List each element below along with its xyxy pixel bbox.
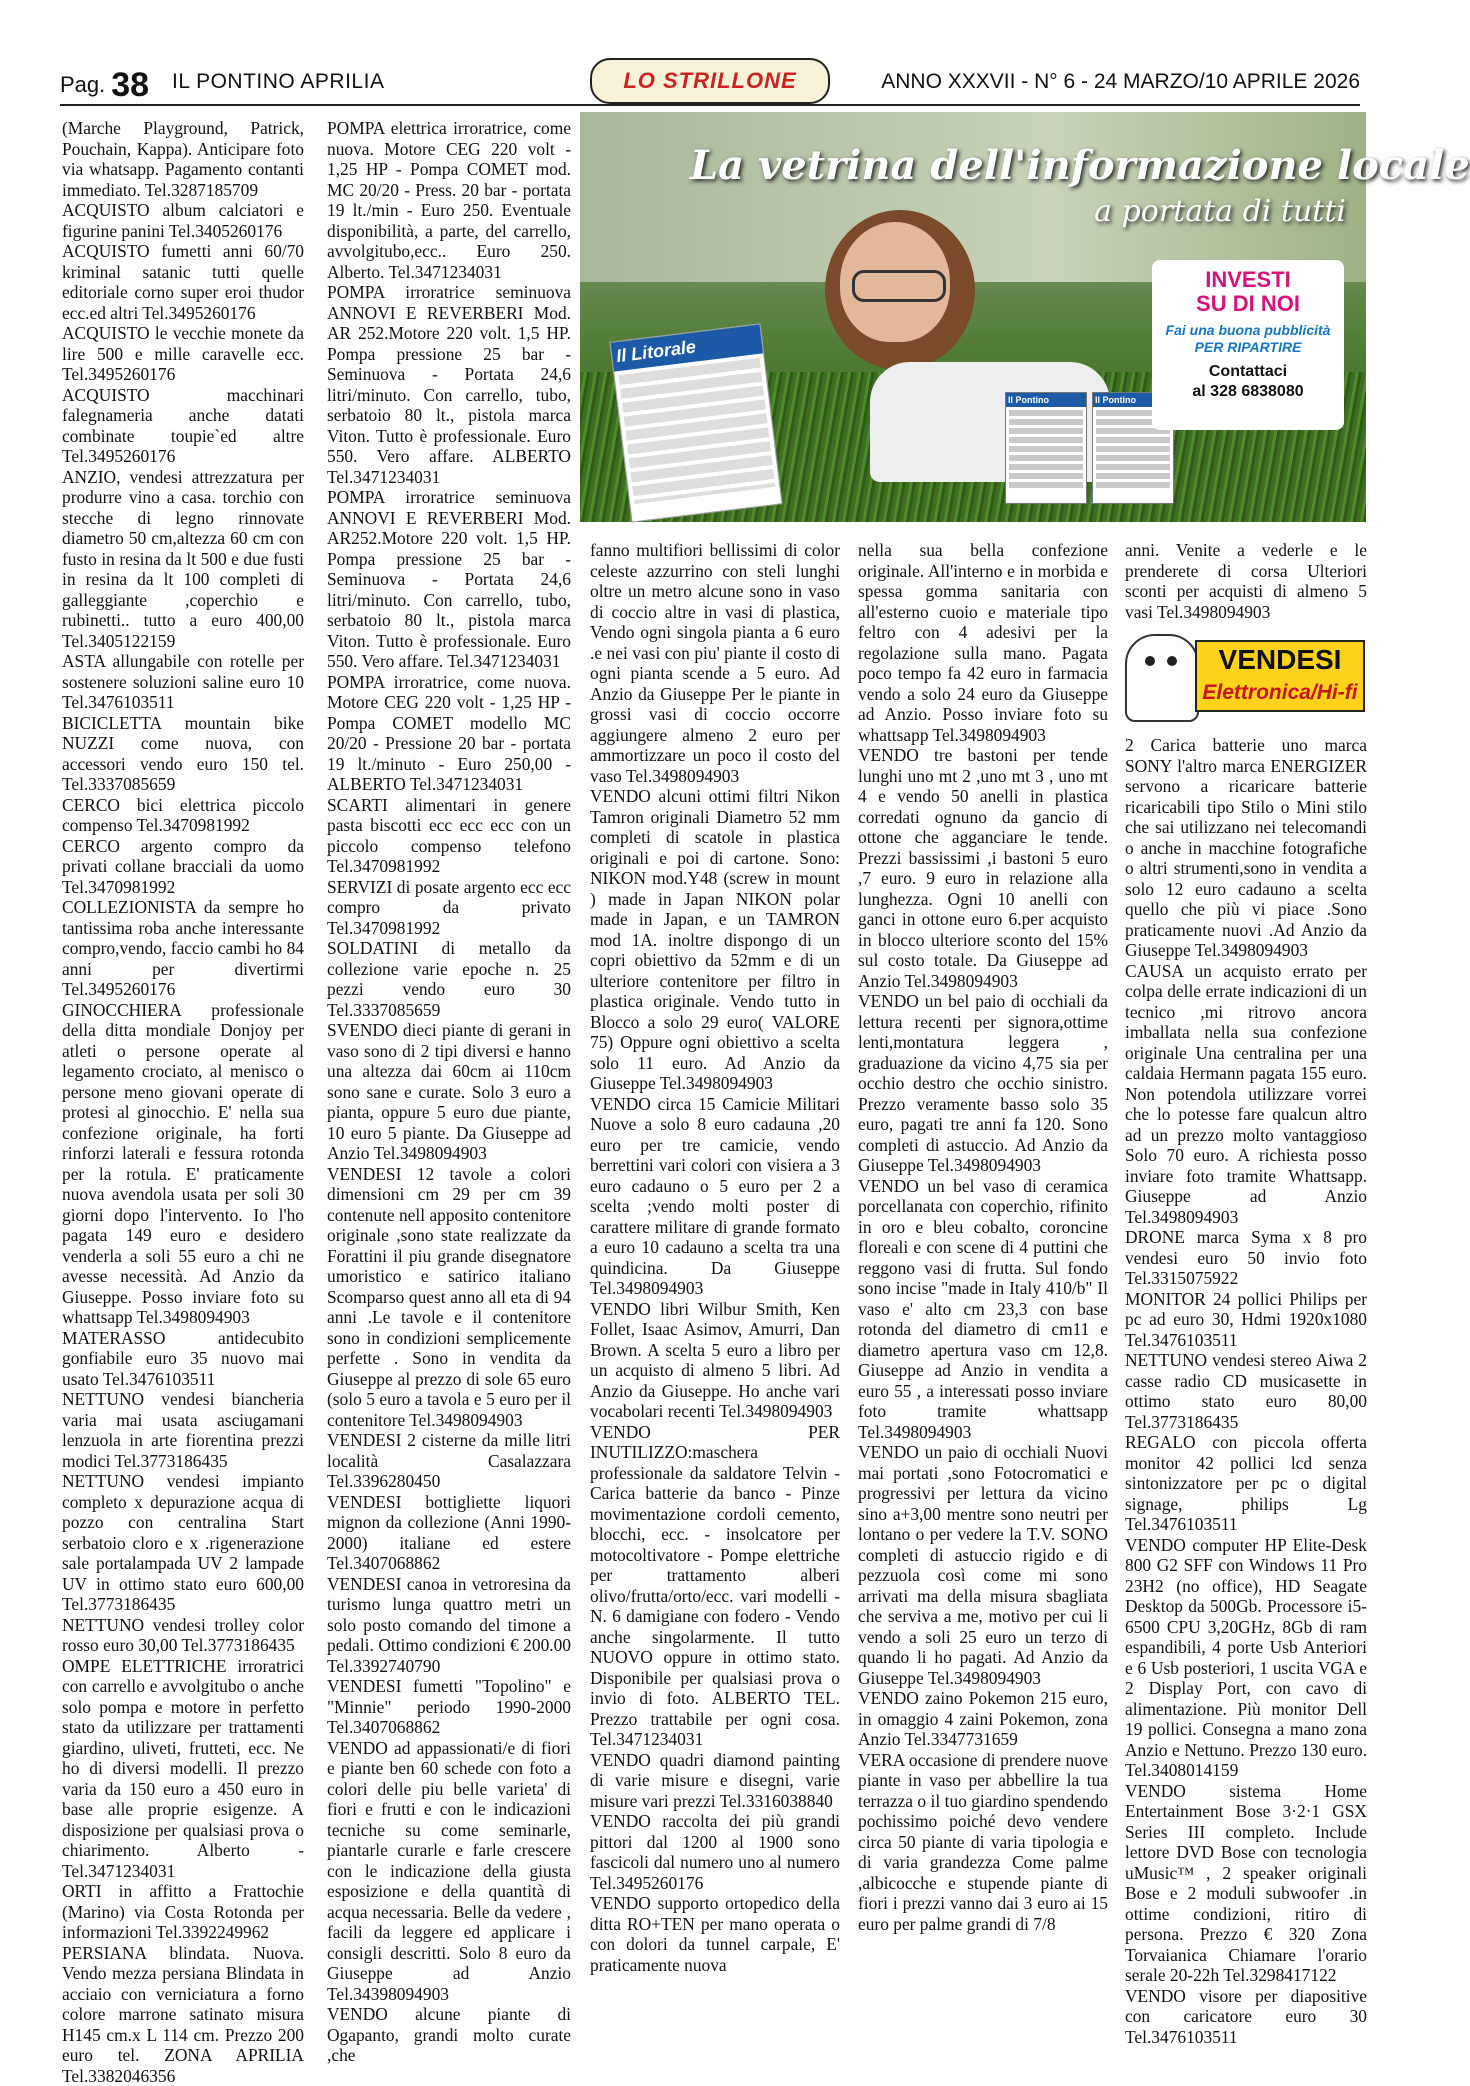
ad-title-line2: a portata di tutti xyxy=(1094,194,1346,229)
mini-cover-title: Il Pontino xyxy=(1093,393,1173,407)
column-4 xyxy=(858,540,1108,1934)
classified-ad: VENDO tre bastoni per tende lunghi uno mt 2 ,uno mt 3 , uno mt 4 e vendo 50 anelli in plastica corredati ognuno da gancio di ottone che agganciare le tende. Prezzi bassissimi ,i bastoni 5 euro ,7 euro. 9 euro in relazione alla lunghezza. Ogni 10 anelli con ganci in ottone euro 6.per acquisto in blocco ulteriore sconto del 15% sul costo totale. Da Giuseppe ad Anzio Tel.3498094903 xyxy=(858,745,1108,991)
issue-info: ANNO XXXVII - N° 6 - 24 MARZO/10 APRILE 2026 xyxy=(881,70,1360,94)
ad-tagline xyxy=(1152,322,1344,356)
classified-ad: VERA occasione di prendere nuove piante in vaso per abbellire la tua terrazza o il tuo giardino spendendo pochissimo poiché devo vendere circa 50 piante di varia tipologia e di varia grandezza Come palme ,albicocche e stupende piante di fiori i prezzi vanno dai 3 euro ai 15 euro per palme grandi di 7/8 xyxy=(858,1750,1108,1935)
classified-ad: 2 Carica batterie uno marca SONY l'altro marca ENERGIZER servono a ricaricare batterie ricaricabili tipo Stilo o Mini stilo che sai utilizzano nei telecomandi o anche in macchine fotografiche o altri strumenti,sono in vendita a solo 12 euro cadauno a scelta quello che più vi piace .Sono praticamente nuovi .Ad Anzio da Giuseppe Tel.3498094903 xyxy=(1125,735,1367,961)
magazine-cover xyxy=(609,323,782,522)
paper-name: IL PONTINO APRILIA xyxy=(172,70,384,94)
glasses-icon xyxy=(852,270,946,302)
classified-ad: POMPA irroratrice seminuova ANNOVI E REVERBERI Mod. AR 252.Motore 220 volt. 1,5 HP. Pompa pressione 25 bar - Seminuova - Portata 24,6 litri/minuto. Con carrello, tubo, serbatoio 80 lt., pistola marca Viton. Tutto è professionale. Euro 550. Vero affare. ALBERTO Tel.3471234031 xyxy=(327,282,571,487)
magazine-title: Il Litorale xyxy=(611,325,763,372)
ad-box-line6: al 328 6838080 xyxy=(1192,383,1303,400)
vendesi-elettronica-badge xyxy=(1125,630,1361,722)
classified-ad: NETTUNO vendesi impianto completo x depurazione acqua di pozzo con centralina Start serbatoio cloro e x .rigenerazione sale portalampada UV 2 lampade UV in ottimo stato euro 600,00 Tel.3773186435 xyxy=(62,1471,304,1615)
ad-box-line5: Contattaci xyxy=(1209,363,1287,380)
classified-ad: MATERASSO antidecubito gonfiabile euro 35 nuovo mai usato Tel.3476103511 xyxy=(62,1328,304,1390)
mascot-eye xyxy=(1145,656,1155,666)
classified-ad: fanno multifiori bellissimi di color celeste azzurrino con steli lunghi oltre un metro alcune sono in vaso di coccio altre in vasi di plastica, Vendo ogni singola pianta a 6 euro .e nei vasi con piu' piante il costo di ogni pianta scende a 5 euro. Ad Anzio da Giuseppe Per le piante in grossi vasi di coccio occorre aggiungere almeno 2 euro per ammortizzare un poco il costo del vaso Tel.3498094903 xyxy=(590,540,840,786)
classified-ad: VENDO un paio di occhiali Nuovi mai portati ,sono Fotocromatici e progressivi per lettura da vicino sino a+3,00 mentre sono neutri per lontano o per vedere la T.V. SONO completi di astuccio rigido e di pezzuola così come mi sono arrivati ma della misura sbagliata che serviva a me, motivo per cui li vendo a soli 25 euro un terzo di quando li ho pagati. Ad Anzio da Giuseppe Tel.3498094903 xyxy=(858,1442,1108,1688)
column-5 xyxy=(1125,735,1367,2047)
ad-box-line4: PER RIPARTIRE xyxy=(1195,339,1302,355)
ad-contact-box xyxy=(1152,260,1344,430)
classified-ad: VENDO un bel vaso di ceramica porcellanata con coperchio, rifinito in oro e bleu cobalto, coroncine floreali e con scene di 4 puttini che reggono vasi di frutta. Sul fondo sono incise "made in Italy 410/b" Il vaso e' alto cm 23,3 con base rotonda del diametro di cm11 e diametro apertura vaso cm 12,8. Giuseppe ad Anzio in vendita a euro 55 , a interessati posso inviare foto tramite whattsapp Tel.3498094903 xyxy=(858,1176,1108,1443)
classified-ad: ORTI in affitto a Frattochie (Marino) via Costa Rotonda per informazioni Tel.3392249962 xyxy=(62,1881,304,1943)
classified-ad: VENDESI 12 tavole a colori dimensioni cm 29 per cm 39 contenute nell apposito contenitore originale ,sono state realizzate da Forattini il piu grande disegnatore umoristico e satirico italiano Scomparso quest anno all eta di 94 anni .Le tavole e il contenitore sono in condizioni semplicemente perfette . Sono in vendita da Giuseppe al prezzo di sole 65 euro (solo 5 euro a tavola e 5 euro per il contenitore Tel.3498094903 xyxy=(327,1164,571,1431)
classified-ad: CERCO bici elettrica piccolo compenso Tel.3470981992 xyxy=(62,795,304,836)
mini-cover-1 xyxy=(1005,392,1087,504)
badge-category: Elettronica/Hi-fi xyxy=(1195,676,1365,712)
header-divider xyxy=(60,104,1360,106)
classified-ad: NETTUNO vendesi trolley color rosso euro 30,00 Tel.3773186435 xyxy=(62,1615,304,1656)
page-number: 38 xyxy=(111,66,149,104)
classified-ad: VENDO raccolta dei più grandi pittori dal 1200 al 1900 sono fascicoli dal numero uno al numero Tel.3495260176 xyxy=(590,1811,840,1893)
classified-ad: (Marche Playground, Patrick, Pouchain, Kappa). Anticipare foto via whatsapp. Pagamento contanti immediato. Tel.3287185709 xyxy=(62,118,304,200)
classified-ad: MONITOR 24 pollici Philips per pc ad euro 30, Hdmi 1920x1080 Tel.3476103511 xyxy=(1125,1289,1367,1351)
classified-ad: POMPA irroratrice seminuova ANNOVI E REVERBERI Mod. AR252.Motore 220 volt. 1,5 HP. Pompa pressione 25 bar - Seminuova - Portata 24,6 litri/minuto. Con carrello, tubo, serbatoio 80 lt., pistola marca Viton. Tutto è professionale. Euro 550. Vero affare. Tel.3471234031 xyxy=(327,487,571,672)
mascot-eye xyxy=(1167,656,1177,666)
mascot-icon xyxy=(1125,634,1199,722)
classified-ad: ACQUISTO fumetti anni 60/70 kriminal satanic tutti quelle editoriale corno super eroi thudor ecc.ed altri Tel.3495260176 xyxy=(62,241,304,323)
classified-ad: DRONE marca Syma x 8 pro vendesi euro 50 invio foto Tel.3315075922 xyxy=(1125,1227,1367,1289)
page-header xyxy=(60,62,1360,96)
classified-ad: CERCO argento compro da privati collane bracciali da uomo Tel.3470981992 xyxy=(62,836,304,898)
classified-ad: VENDESI 2 cisterne da mille litri località Casalazzara Tel.3396280450 xyxy=(327,1430,571,1492)
classified-ad: VENDO circa 15 Camicie Militari Nuove a solo 8 euro cadauna ,20 euro per tre camicie, vendo berrettini vari colori con visiera a 3 euro cadauno o 5 euro per 2 a scelta ;vendo molti poster di carattere militare di grande formato a euro 10 cadauno a scelta tra una quindicina. Da Giuseppe Tel.3498094903 xyxy=(590,1094,840,1299)
column-2 xyxy=(327,118,571,2066)
classified-ad: nella sua bella confezione originale. All'interno e in morbida e spessa gomma sanitaria con all'esterno cuoio e materiale tipo feltro con 4 adesivi per la regolazione sulla mano. Pagata poco tempo fa 42 euro in farmacia vendo a solo 24 euro da Giuseppe ad Anzio. Posso inviare foto su whattsapp Tel.3498094903 xyxy=(858,540,1108,745)
classified-ad: VENDESI canoa in vetroresina da turismo lunga quattro metri un solo posto comando del timone a pedali. Ottimo condizioni € 200.00 Tel.3392740790 xyxy=(327,1574,571,1677)
classified-ad: REGALO con piccola offerta monitor 42 pollici lcd senza sintonizzatore per pc o digital signage, philips Lg Tel.3476103511 xyxy=(1125,1432,1367,1535)
classified-ad: VENDO computer HP Elite-Desk 800 G2 SFF con Windows 11 Pro 23H2 (no office), HD Seagate Desktop da 500Gb. Processore i5-6500 CPU 3,20GHz, 8Gb di ram espandibili, 4 porte Usb Anteriori e 6 Usb posteriori, 1 uscita VGA e 2 Display Port, con cavo di alimentazione. Più monitor Dell 19 pollici. Consegna a mano zona Anzio e Nettuno. Prezzo 130 euro. Tel.3408014159 xyxy=(1125,1535,1367,1781)
classified-ad: VENDESI bottigliette liquori mignon da collezione (Anni 1990-2000) italiane ed estere Tel.3407068862 xyxy=(327,1492,571,1574)
badge-vendesi: VENDESI xyxy=(1195,640,1365,680)
ad-box-line1: INVESTI xyxy=(1205,267,1291,292)
classified-ad: SCARTI alimentari in genere pasta biscotti ecc ecc ecc con un piccolo compenso telefono Tel.3470981992 xyxy=(327,795,571,877)
page-label xyxy=(60,62,155,101)
classified-ad: CAUSA un acquisto errato per colpa delle errate indicazioni di un tecnico ,mi ritrovo ancora imballata nella sua confezione originale Una centralina per una caldaia Hermann pagata 155 euro. Non potendola utilizzare vorrei che lo potesse fare qualcun altro ad un prezzo molto vantaggioso Solo 70 euro. A richiesta posso inviare foto tramite Whattsapp. Giuseppe ad Anzio Tel.3498094903 xyxy=(1125,961,1367,1228)
classified-ad: ASTA allungabile con rotelle per sostenere soluzioni saline euro 10 Tel.3476103511 xyxy=(62,651,304,713)
classified-ad: PERSIANA blindata. Nuova. Vendo mezza persiana Blindata in acciaio con verniciatura a forno colore marrone satinato misura H145 cm.x L 114 cm. Prezzo 200 euro tel. ZONA APRILIA Tel.3382046356 xyxy=(62,1943,304,2086)
classified-ad: VENDO un bel paio di occhiali da lettura recenti per signora,ottime lenti,montatura leggera , graduazione da vicino 4,75 sia per occhio destro che occhio sinistro. Prezzo veramente basso solo 35 euro, pagati tre anni fa 120. Sono completi di astuccio. Ad Anzio da Giuseppe Tel.3498094903 xyxy=(858,991,1108,1176)
classified-ad: VENDO visore per diapositive con caricatore euro 30 Tel.3476103511 xyxy=(1125,1986,1367,2048)
classified-ad: GINOCCHIERA professionale della ditta mondiale Donjoy per atleti o persone operate al legamento crociato, al menisco o persone meno giovani operate di protesi al ginocchio. E' nella sua confezione originale, ha forti rinforzi laterali e fessura rotonda per la rotula. E' praticamente nuova avendola usata per soli 30 giorni dopo l'intervento. Io l'ho pagata 149 euro e desidero venderla a soli 55 euro a chi ne avesse necessità. Ad Anzio da Giuseppe. Posso inviare foto su whattsapp Tel.3498094903 xyxy=(62,1000,304,1328)
classified-ad: NETTUNO vendesi biancheria varia mai usata asciugamani lenzuola in arte fiorentina prezzi modici Tel.3773186435 xyxy=(62,1389,304,1471)
classified-ad: ACQUISTO album calciatori e figurine panini Tel.3405260176 xyxy=(62,200,304,241)
classified-ad: ANZIO, vendesi attrezzatura per produrre vino a casa. torchio con stecche di legno rinnovate diametro 50 cm,altezza 60 cm con fusto in resina da lt 500 e due fusti in resina da lt 100 completi di galleggiante ,coperchio e rubinetti.. tutto a euro 400,00 Tel.3405122159 xyxy=(62,467,304,652)
classified-ad: VENDO ad appassionati/e di fiori e piante ben 60 schede con foto a colori delle piu belle varieta' di fiori e frutti e con le indicazioni tecniche su come seminarle, piantarle curarle e farle crescere con le indicazione della giusta esposizione e della quantità di acqua necessaria. Belle da vedere , facili da leggere ed applicare i consigli descritti. Solo 8 euro da Giuseppe ad Anzio Tel.34398094903 xyxy=(327,1738,571,2005)
column-5-top xyxy=(1125,540,1367,622)
classified-ad: COLLEZIONISTA da sempre ho tantissima roba anche interessante compro,vendo, faccio cambi ho 84 anni per divertirmi Tel.3495260176 xyxy=(62,897,304,1000)
ad-invest-heading xyxy=(1152,268,1344,316)
classified-ad: POMPA irroratrice, come nuova. Motore CEG 220 volt - 1,25 HP - Pompa COMET modello MC 20/20 - Pressione 20 bar - portata 19 lt./minuto - Euro 250,00 - ALBERTO Tel.3471234031 xyxy=(327,672,571,795)
mini-cover-title: Il Pontino xyxy=(1006,393,1086,407)
classified-ad: anni. Venite a vederle e le prenderete di corsa Ulteriori sconti per acquisti di almeno 5 vasi Tel.3498094903 xyxy=(1125,540,1367,622)
ad-box-line2: SU DI NOI xyxy=(1196,291,1300,316)
ad-contact xyxy=(1152,362,1344,402)
classified-ad: VENDO alcune piante di Ogapanto, grandi molto curate ,che xyxy=(327,2004,571,2066)
classified-ad: POMPA elettrica irroratrice, come nuova. Motore CEG 220 volt - 1,25 HP - Pompa COMET mod. MC 20/20 - Press. 20 bar - portata 19 lt./min - Euro 250. Eventuale disponibilità, a parte, del carrello, avvolgitubo,ecc.. Euro 250. Alberto. Tel.3471234031 xyxy=(327,118,571,282)
classified-ad: VENDO libri Wilbur Smith, Ken Follet, Isaac Asimov, Amurri, Dan Brown. A scelta 5 euro a libro per un acquisto di almeno 5 libri. Ad Anzio da Giuseppe. Ho anche vari vocabolari recenti Tel.3498094903 xyxy=(590,1299,840,1422)
classified-ad: VENDO zaino Pokemon 215 euro, in omaggio 4 zaini Pokemon, zona Anzio Tel.3347731659 xyxy=(858,1688,1108,1750)
classified-ad: NETTUNO vendesi stereo Aiwa 2 casse radio CD musicasette in ottimo stato euro 80,00 Tel.3773186435 xyxy=(1125,1350,1367,1432)
classified-ad: VENDESI fumetti "Topolino" e "Minnie" periodo 1990-2000 Tel.3407068862 xyxy=(327,1676,571,1738)
classified-ad: ACQUISTO le vecchie monete da lire 500 e mille caravelle ecc. Tel.3495260176 xyxy=(62,323,304,385)
classified-ad: SOLDATINI di metallo da collezione varie epoche n. 25 pezzi vendo euro 30 Tel.3337085659 xyxy=(327,938,571,1020)
magazine-content xyxy=(619,358,776,504)
ad-box-line3: Fai una buona pubblicità xyxy=(1166,322,1331,338)
advertisement-banner xyxy=(580,112,1366,522)
classified-ad: VENDO quadri diamond painting di varie misure e disegni, varie misure vari prezzi Tel.3316038840 xyxy=(590,1750,840,1812)
classified-ad: VENDO PER INUTILIZZO:maschera professionale da saldatore Telvin - Carica batterie da banco - Pinze movimentazione cordoli cemento, blocchi, ecc. - insolcatore per motocoltivatore - Pompe elettriche per trattamento alberi olivo/frutta/orto/ecc. vari modelli - N. 6 damigiane con fodero - Vendo anche singolarmente. Il tutto NUOVO oppure in ottimo stato. Disponibile per qualsiasi prova o invio di foto. ALBERTO TEL. Prezzo trattabile per ogni cosa. Tel.3471234031 xyxy=(590,1422,840,1750)
lo-strillone-logo: LO STRILLONE xyxy=(590,58,830,104)
classified-ad: VENDO supporto ortopedico della ditta RO+TEN per mano operata o con dolori da tunnel carpale, E' praticamente nuova xyxy=(590,1893,840,1975)
mini-cover-content xyxy=(1009,410,1083,490)
classified-ad: SVENDO dieci piante di gerani in vaso sono di 2 tipi diversi e hanno una altezza dai 60cm ai 110cm sono sane e curate. Solo 3 euro a pianta, oppure 5 euro due piante, 10 euro 5 piante. Da Giuseppe ad Anzio Tel.3498094903 xyxy=(327,1020,571,1164)
ad-title-line1: La vetrina dell'informazione locale xyxy=(690,142,1470,189)
classified-ad: ACQUISTO macchinari falegnameria anche datati combinate toupie`ed altre Tel.3495260176 xyxy=(62,385,304,467)
pag-label: Pag. xyxy=(60,72,105,97)
classified-ad: OMPE ELETTRICHE irroratrici con carrello e avvolgitubo o anche solo pompa e motore in perfetto stato da utilizzare per trattamenti giardino, uliveti, frutteti, ecc. Ne ho di diversi modelli. Il prezzo varia da 150 euro a 450 euro in base alle proprie esigenze. A disposizione per qualsiasi prova o chiarimento. Alberto - Tel.3471234031 xyxy=(62,1656,304,1882)
classified-ad: VENDO sistema Home Entertainment Bose 3·2·1 GSX Series III completo. Include lettore DVD Bose con tecnologia uMusic™ , 2 speaker originali Bose e 2 moduli subwoofer .in ottime condizioni, ritiro di persona. Prezzo € 320 Zona Torvaianica Chiamare l'orario serale 20-22h Tel.3298417122 xyxy=(1125,1781,1367,1986)
column-1 xyxy=(62,118,304,2086)
column-3 xyxy=(590,540,840,1975)
classified-ad: BICICLETTA mountain bike NUZZI come nuova, con accessori vendo euro 150 tel. Tel.3337085659 xyxy=(62,713,304,795)
classified-ad: VENDO alcuni ottimi filtri Nikon Tamron originali Diametro 52 mm completi di scatole in plastica originali e poi di cartone. Sono: NIKON mod.Y48 (screw in mount ) made in Japan NIKON polar made in Japan, e un TAMRON mod 1A. inoltre dispongo di un copri obiettivo da 52mm e di un ulteriore contenitore per filtro in plastica originale. Vendo tutto in Blocco a solo 29 euro( VALORE 75) Oppure ogni obiettivo a scelta solo 11 euro. Ad Anzio da Giuseppe Tel.3498094903 xyxy=(590,786,840,1094)
classified-ad: SERVIZI di posate argento ecc ecc compro da privato Tel.3470981992 xyxy=(327,877,571,939)
